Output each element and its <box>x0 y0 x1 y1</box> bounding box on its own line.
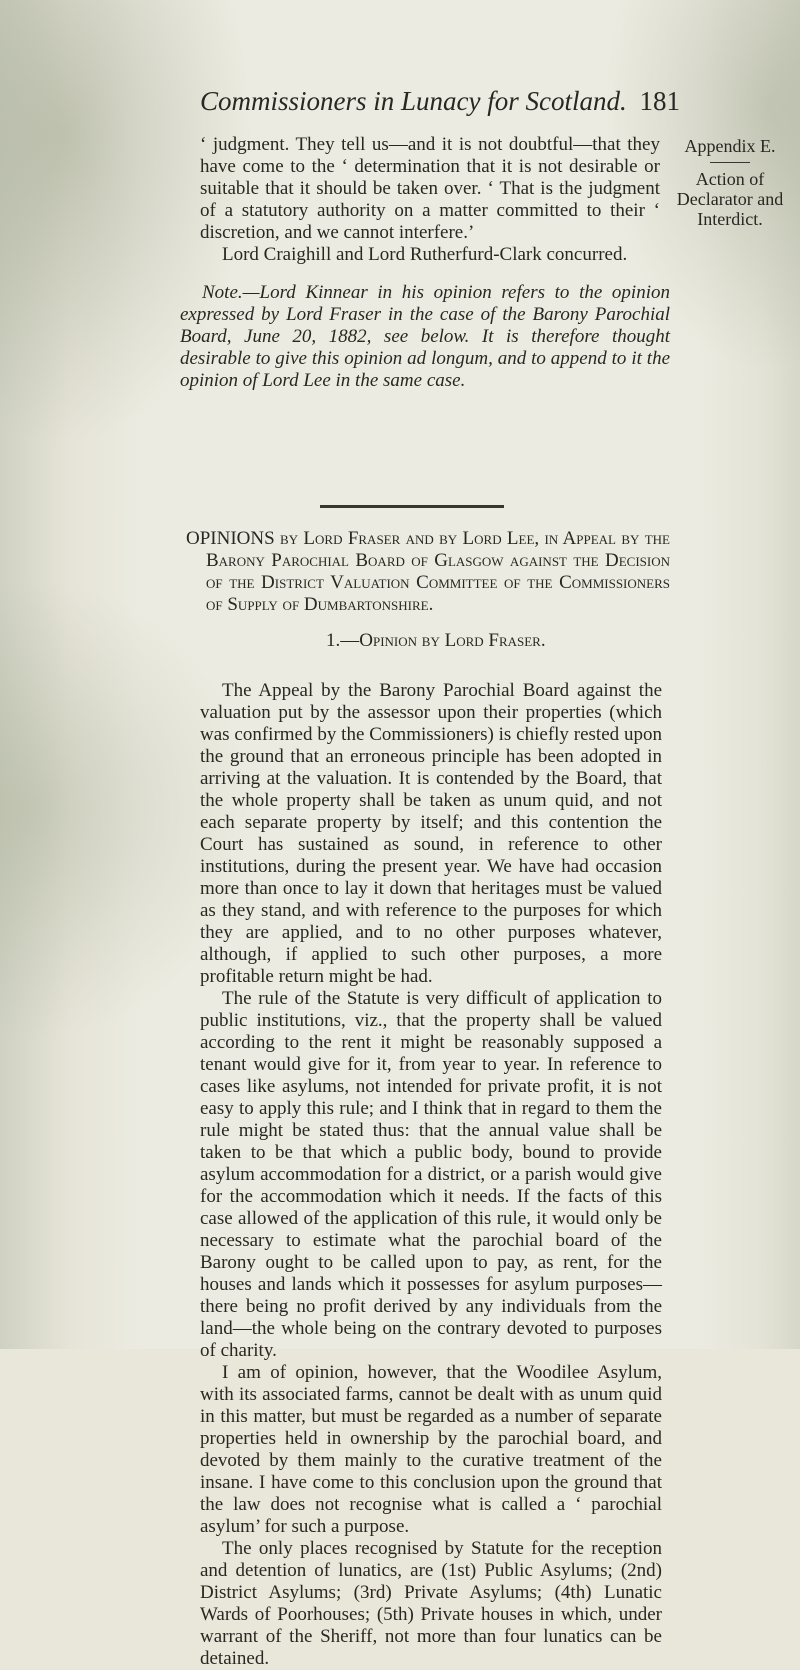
appendix-label: Appendix E. <box>684 136 776 156</box>
concurrence-line: Lord Craighill and Lord Rutherfurd-Clark concurred. <box>222 244 628 265</box>
body-paragraph-3: I am of opinion, however, that the Woodilee Asylum, with its associated farms, cannot be dealt with as unum quid in this matter, but must be regarded as a number of separate properties held in ownership by the parochial board, and devoted by them mainly to the curative treatment of the insane. I have come to this conclusion upon the ground that the law does not recognise what is called a ‘ parochial asylum’ for such a purpose. <box>200 1362 662 1537</box>
section-divider <box>320 505 504 508</box>
page-number: 181 <box>639 86 680 116</box>
body-paragraph-4: The only places recognised by Statute for the reception and detention of lunatics, are (1st) Public Asylums; (2nd) District Asylums; (3rd) Private Asylums; (4th) Lunatic Wards of Poorhouses; (5th) Private houses in which, under warrant of the Sheriff, not more than four lunatics can be detained. <box>200 1538 662 1669</box>
opinion-body <box>200 680 662 1670</box>
margin-topic-line-3: Interdict. <box>697 209 763 229</box>
quote-paragraph: ‘ judgment. They tell us—and it is not doubtful—that they have come to the ‘ determination that it is not desirable or suitable that it should be taken over. ‘ That is the judgment of a statutory authority on a matter committed to their ‘ discretion, and we cannot interfere.’ <box>200 134 660 243</box>
body-paragraph-2: The rule of the Statute is very difficult of application to public institutions, viz., that the property shall be valued according to the rent it might be reasonably supposed a tenant would give for it, from year to year. In reference to cases like asylums, not intended for private profit, it is not easy to apply this rule; and I think that in regard to them the rule might be stated thus: that the annual value shall be taken to be that which a public body, bound to provide asylum accommodation for a district, or a parish would give for the accommodation which it needs. If the facts of this case allowed of the application of this rule, it would only be necessary to estimate what the parochial board of the Barony ought to be called upon to pay, as rent, for the houses and lands which it possesses for asylum purposes—there being no profit derived by any individuals from the land—the whole being on the contrary devoted to purposes of charity. <box>200 988 662 1361</box>
editorial-note <box>180 282 670 392</box>
margin-rule <box>710 162 750 163</box>
note-text: Note.—Lord Kinnear in his opinion refers to the opinion expressed by Lord Fraser in the case of the Barony Parochial Board, June 20, 1882, see below. It is therefore thought desirable to give this opinion ad longum, and to append to it the opinion of Lord Lee in the same case. <box>180 282 670 391</box>
section-heading-text: OPINIONS by Lord Fraser and by Lord Lee, in Appeal by the Barony Parochial Board of Glasgow against the Decision of the District Valuation Committee of the Commissioners of Supply of Dumbartonshire. <box>186 528 670 615</box>
running-head <box>200 86 680 117</box>
judgment-quote <box>200 134 660 266</box>
margin-topic-line-1: Action of <box>695 169 765 189</box>
body-paragraph-1: The Appeal by the Barony Parochial Board against the valuation put by the assessor upon their properties (which was confirmed by the Commissioners) is chiefly rested upon the ground that an erroneous principle has been adopted in arriving at the valuation. It is contended by the Board, that the whole property shall be taken as unum quid, and not each separate property by itself; and this contention the Court has sustained as sound, in reference to other institutions, during the present year. We have had occasion more than once to lay it down that heritages must be valued as they stand, and with reference to the purposes for which they are applied, and to no other purposes whatever, although, if applied to such other purposes, a more profitable return might be had. <box>200 680 662 987</box>
margin-note <box>664 136 796 229</box>
margin-topic-line-2: Declarator and <box>676 189 784 209</box>
section-heading <box>186 528 670 616</box>
opinion-subheading: 1.—Opinion by Lord Fraser. <box>326 630 546 651</box>
running-head-title: Commissioners in Lunacy for Scotland. <box>200 86 627 116</box>
